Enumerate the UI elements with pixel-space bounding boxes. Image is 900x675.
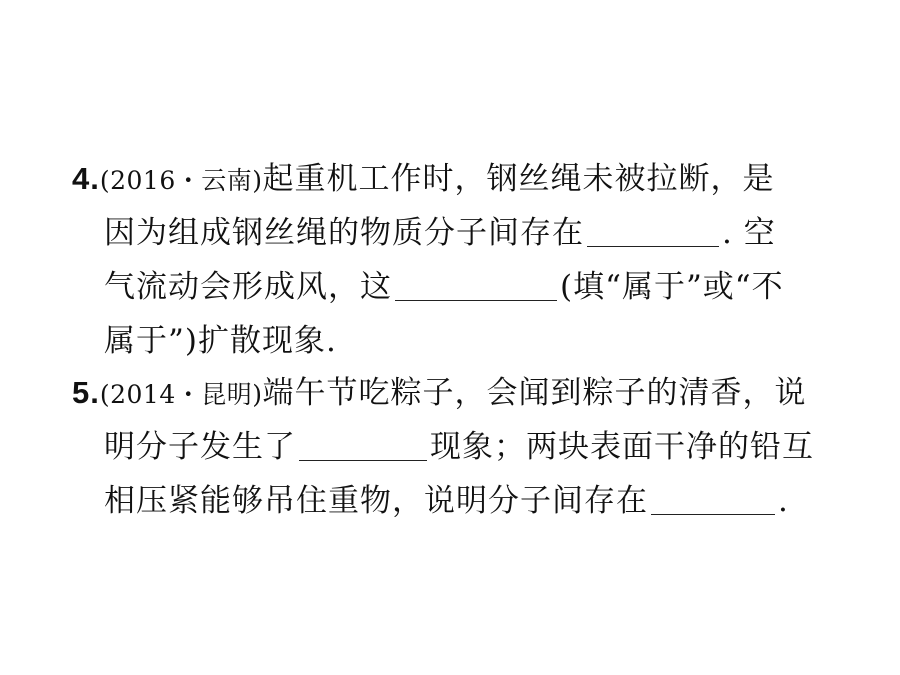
question-text: . 空 xyxy=(722,215,776,251)
question-4-line-3 xyxy=(72,260,852,314)
question-text: . xyxy=(778,483,789,519)
question-5-line-1 xyxy=(72,366,852,420)
question-text: 气流动会形成风，这 xyxy=(104,269,392,305)
question-text: 明分子发生了 xyxy=(104,429,296,465)
question-5-line-2 xyxy=(72,420,852,474)
question-number: 4. xyxy=(72,161,100,196)
question-text: 因为组成钢丝绳的物质分子间存在 xyxy=(104,215,584,251)
question-source: (2014・昆明) xyxy=(99,380,263,409)
question-5 xyxy=(72,366,852,528)
answer-blank[interactable] xyxy=(299,430,427,461)
question-text: 现象；两块表面干净的铅互 xyxy=(430,429,814,465)
question-text: (填“属于”或“不 xyxy=(560,269,784,305)
question-4-line-4 xyxy=(72,314,852,368)
question-text: 属于”)扩散现象. xyxy=(104,323,337,359)
question-5-line-3 xyxy=(72,474,852,528)
answer-blank[interactable] xyxy=(587,216,719,247)
question-4-line-1 xyxy=(72,152,852,206)
question-text: 端午节吃粽子，会闻到粽子的清香，说 xyxy=(262,375,807,411)
question-text: 相压紧能够吊住重物，说明分子间存在 xyxy=(104,483,648,519)
question-text: 起重机工作时，钢丝绳未被拉断，是 xyxy=(262,161,775,197)
question-number: 5. xyxy=(72,375,100,410)
answer-blank[interactable] xyxy=(395,270,557,301)
question-source: (2016・云南) xyxy=(99,166,263,195)
question-4-line-2 xyxy=(72,206,852,260)
answer-blank[interactable] xyxy=(651,484,775,515)
question-4 xyxy=(72,152,852,368)
